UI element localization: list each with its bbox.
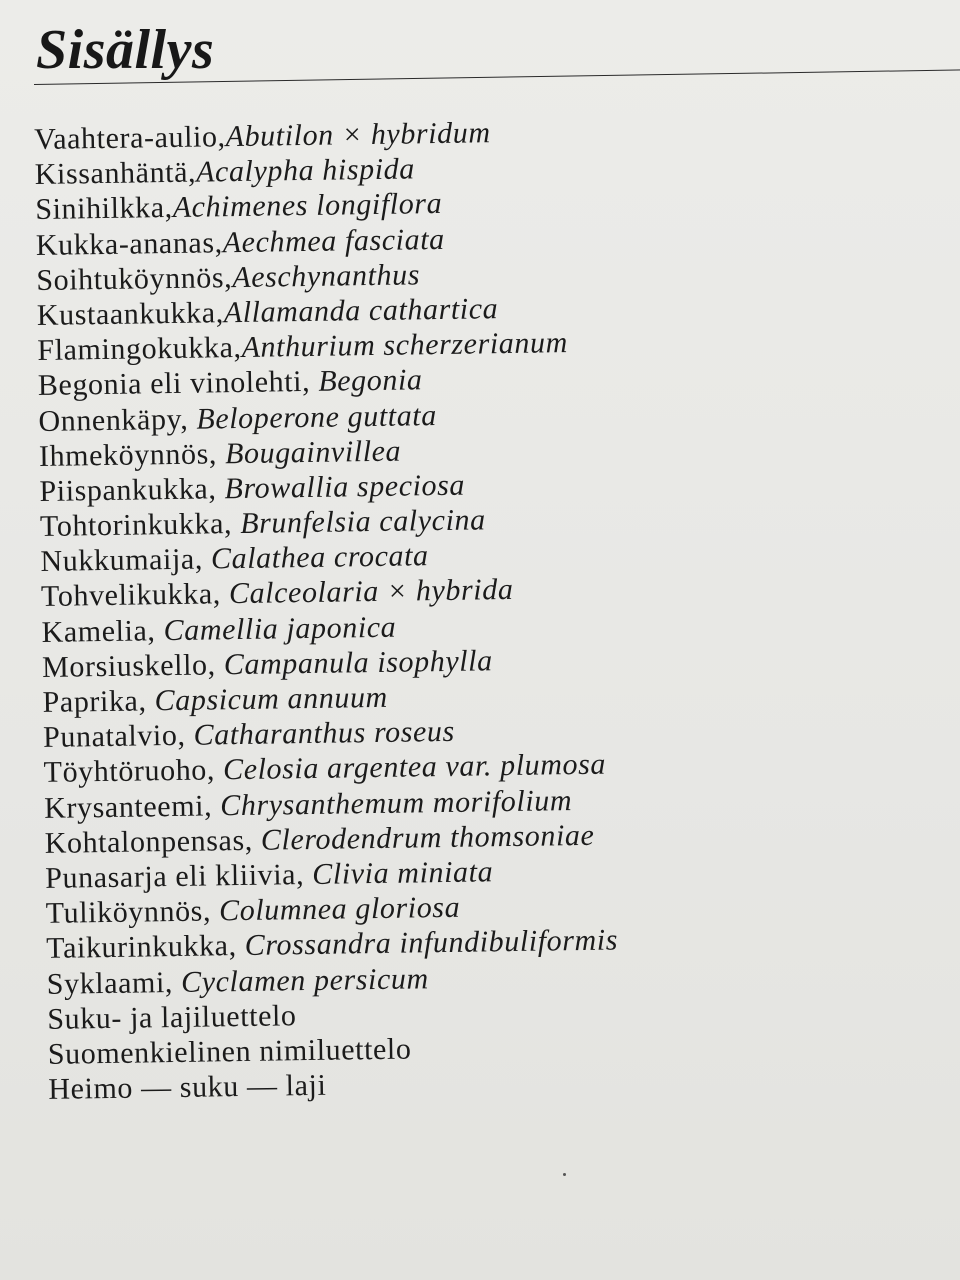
common-name: Begonia eli vinolehti, <box>37 365 319 403</box>
latin-name: Begonia <box>318 363 423 399</box>
latin-name: Campanula isophylla <box>223 644 493 682</box>
latin-name: Clivia miniata <box>312 855 494 891</box>
latin-name: Brunfelsia calycina <box>239 503 486 541</box>
common-name: Punasarja eli kliivia, <box>44 857 313 895</box>
latin-name: Calathea crocata <box>210 539 429 576</box>
common-name: Kohtalonpensas, <box>44 823 262 860</box>
common-name: Punatalvio, <box>42 718 194 755</box>
latin-name: Crossandra infundibuliformis <box>244 923 619 963</box>
page-title: Sisällys <box>36 19 215 81</box>
toc-entry <box>48 1063 620 1107</box>
common-name: Soihtuköynnös, <box>36 260 233 297</box>
common-name: Töyhtöruoho, <box>43 753 224 790</box>
latin-name: Allamanda cathartica <box>223 292 499 330</box>
latin-name: Celosia argentea var. plumosa <box>222 747 607 787</box>
common-name: Heimo — suku — laji <box>48 1068 327 1106</box>
common-name: Taikurinkukka, <box>46 929 246 966</box>
common-name: Flamingokukka, <box>37 331 242 368</box>
latin-name: Achimenes longiflora <box>172 187 443 225</box>
common-name: Ihmeköynnös, <box>38 436 226 473</box>
latin-name: Columnea gloriosa <box>218 890 461 928</box>
common-name: Kissanhäntä, <box>34 155 197 192</box>
latin-name: Catharanthus roseus <box>193 715 456 752</box>
latin-name: Acalypha hispida <box>195 152 416 189</box>
latin-name: Clerodendrum thomsoniae <box>260 818 595 857</box>
common-name: Tohtorinkukka, <box>39 507 241 544</box>
latin-name: Chrysanthemum morifolium <box>220 783 573 822</box>
latin-name: Bougainvillea <box>224 434 402 470</box>
common-name: Suku- ja lajiluettelo <box>47 998 297 1036</box>
common-name: Tohvelikukka, <box>40 577 230 614</box>
latin-name: Browallia speciosa <box>224 468 466 506</box>
common-name: Nukkumaija, <box>40 542 212 579</box>
common-name: Kukka-ananas, <box>35 225 223 262</box>
latin-name: Calceolaria × hybrida <box>228 573 514 611</box>
common-name: Piispankukka, <box>39 472 225 508</box>
common-name: Sinihilkka, <box>35 191 173 227</box>
common-name: Onnenkäpy, <box>38 402 197 438</box>
common-name: Paprika, <box>42 684 155 719</box>
common-name: Kamelia, <box>41 613 164 649</box>
common-name: Tuliköynnös, <box>45 894 220 931</box>
latin-name: Abutilon × hybridum <box>225 116 491 154</box>
latin-name: Aechmea fasciata <box>222 222 445 259</box>
common-name: Kustaankukka, <box>36 296 225 332</box>
common-name: Syklaami, <box>46 965 182 1001</box>
common-name: Vaahtera-aulio, <box>34 120 226 156</box>
latin-name: Beloperone guttata <box>196 398 438 436</box>
latin-name: Aeschynanthus <box>232 258 421 294</box>
common-name: Morsiuskello, <box>41 648 225 684</box>
common-name: Krysanteemi, <box>43 788 221 825</box>
paper-speck <box>563 1173 566 1176</box>
common-name: Suomenkielinen nimiluettelo <box>47 1032 412 1071</box>
latin-name: Cyclamen persicum <box>180 961 429 999</box>
latin-name: Camellia japonica <box>163 610 397 647</box>
table-of-contents <box>34 114 620 1108</box>
latin-name: Anthurium scherzerianum <box>241 326 569 365</box>
latin-name: Capsicum annuum <box>154 680 389 718</box>
